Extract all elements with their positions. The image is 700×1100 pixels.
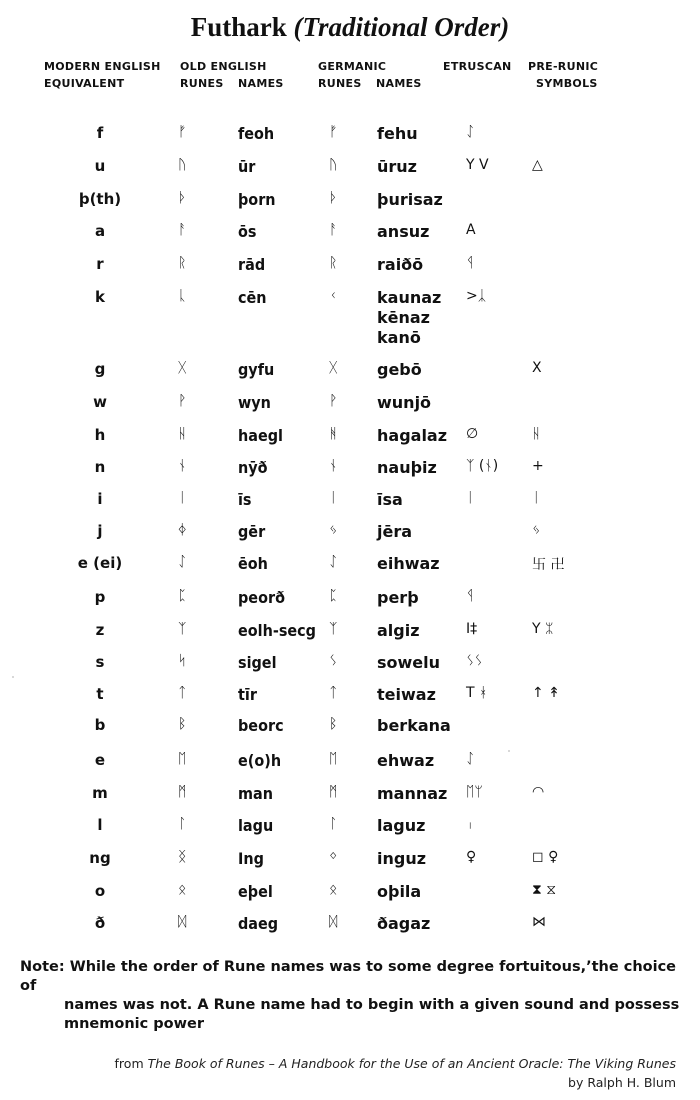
- germanic-name-line: sowelu: [377, 653, 441, 672]
- modern-equivalent: ð: [94, 914, 106, 932]
- old-english-name: nȳð: [238, 458, 268, 477]
- old-english-name: īs: [238, 490, 252, 509]
- germanic-rune: ᚷ: [329, 360, 338, 376]
- germanic-name: [377, 360, 422, 380]
- modern-equivalent: e (ei): [77, 554, 123, 572]
- old-english-rune: ᛇ: [178, 554, 187, 570]
- modern-equivalent: z: [95, 621, 105, 639]
- germanic-name-line: fehu: [377, 124, 418, 143]
- germanic-name-line: eihwaz: [377, 554, 440, 573]
- etruscan-symbol: ᛊᛊ: [466, 653, 483, 669]
- prerunic-symbol: △: [532, 157, 543, 173]
- source-citation: [115, 1054, 676, 1092]
- old-english-rune: ᚢ: [178, 157, 187, 173]
- etruscan-symbol: A: [466, 222, 476, 238]
- old-english-rune: ᚷ: [178, 360, 187, 376]
- germanic-name: [377, 222, 429, 242]
- header-etruscan: ETRUSCAN: [443, 60, 512, 73]
- etruscan-symbol: I‡: [466, 621, 478, 637]
- header-prerunic-line2: SYMBOLS: [536, 77, 598, 90]
- source-book-line: [115, 1054, 676, 1073]
- germanic-name-line: laguz: [377, 816, 426, 835]
- note: [20, 958, 680, 1034]
- prerunic-symbol: Y ᛯ: [532, 621, 554, 637]
- germanic-name-line: berkana: [377, 716, 451, 735]
- germanic-name: [377, 157, 417, 177]
- old-english-rune: ᛝ: [178, 849, 187, 865]
- old-english-rune: ᛁ: [178, 490, 187, 506]
- germanic-rune: ᚻ: [329, 426, 338, 442]
- germanic-rune: ᚠ: [329, 124, 338, 140]
- old-english-name: ōs: [238, 222, 257, 241]
- germanic-name: [377, 914, 430, 934]
- modern-equivalent: e: [94, 751, 106, 769]
- prerunic-symbol: ᛁ: [532, 490, 541, 506]
- modern-equivalent: j: [97, 522, 103, 540]
- modern-equivalent: u: [94, 157, 106, 175]
- prerunic-symbol: ◠: [532, 784, 545, 800]
- germanic-name-line: kanō: [377, 328, 421, 347]
- modern-equivalent: f: [96, 124, 104, 142]
- modern-equivalent: g: [94, 360, 106, 378]
- germanic-name-line: gebō: [377, 360, 422, 379]
- prerunic-symbol: 卐 卍: [532, 557, 565, 573]
- old-english-name: ūr: [238, 157, 256, 176]
- germanic-rune: ᚹ: [329, 393, 338, 409]
- germanic-rune: ᛊ: [329, 653, 338, 669]
- source-author: by Ralph H. Blum: [568, 1075, 676, 1090]
- etruscan-symbol: Y V: [466, 157, 489, 173]
- old-english-name: lagu: [238, 816, 274, 835]
- old-english-name: eþel: [238, 882, 273, 901]
- germanic-name: [377, 621, 420, 641]
- old-english-rune: ᚳ: [178, 288, 187, 304]
- old-english-rune: ᚾ: [178, 458, 187, 474]
- old-english-name: rād: [238, 255, 266, 274]
- germanic-name: [377, 751, 434, 771]
- prerunic-symbol: ᚺ: [532, 426, 541, 442]
- old-english-name: e(o)h: [238, 751, 282, 770]
- germanic-name-line: ehwaz: [377, 751, 435, 770]
- germanic-rune: ᚲ: [329, 288, 338, 304]
- header-modern-line1: MODERN ENGLISH: [44, 60, 161, 73]
- header-oe-runes: RUNES: [180, 77, 224, 90]
- old-english-name: tīr: [238, 685, 257, 704]
- modern-equivalent: k: [95, 288, 105, 306]
- scan-speck: [12, 676, 14, 678]
- title-italic: (Traditional Order): [293, 12, 510, 42]
- etruscan-symbol: T ᚼ: [466, 685, 488, 701]
- modern-equivalent: h: [94, 426, 106, 444]
- germanic-name: [377, 255, 423, 275]
- germanic-name: [377, 554, 440, 574]
- etruscan-symbol: ᛩ: [466, 588, 475, 604]
- prerunic-symbol: ⋈: [532, 914, 546, 930]
- germanic-name: [377, 124, 418, 144]
- old-english-rune: ᛈ: [178, 588, 187, 604]
- germanic-name-line: kēnaz: [377, 308, 430, 327]
- etruscan-symbol: ᛇ: [466, 124, 475, 140]
- prerunic-symbol: ◻ ♀: [532, 849, 559, 865]
- old-english-name: ēoh: [238, 554, 268, 573]
- modern-equivalent: ng: [89, 849, 111, 867]
- note-line2: names was not. A Rune name had to begin with a given sound and possess: [64, 997, 680, 1013]
- germanic-name-line: kaunaz: [377, 288, 442, 307]
- germanic-name-line: wunjō: [377, 393, 432, 412]
- old-english-rune: ᛟ: [178, 882, 187, 898]
- modern-equivalent: i: [97, 490, 103, 508]
- header-old-english: OLD ENGLISH: [180, 60, 267, 73]
- scan-speck: [508, 750, 510, 752]
- header-modern-line2: EQUIVALENT: [44, 77, 125, 90]
- modern-equivalent: m: [92, 784, 108, 802]
- germanic-name: [377, 685, 436, 705]
- etruscan-symbol: ᛉ (ᚾ): [466, 458, 499, 474]
- modern-equivalent: s: [95, 653, 105, 671]
- old-english-rune: ᚦ: [178, 190, 187, 206]
- header-ge-names: NAMES: [376, 77, 422, 90]
- header-prerunic-line1: PRE-RUNIC: [528, 60, 599, 73]
- germanic-name-line: algiz: [377, 621, 420, 640]
- germanic-name-line: þurisaz: [377, 190, 443, 209]
- note-line1: Note: While the order of Rune names was to some degree fortuitous,’the choice of: [20, 959, 677, 994]
- germanic-name: [377, 653, 440, 673]
- old-english-name: gēr: [238, 522, 266, 541]
- etruscan-symbol: ᛧ: [466, 816, 475, 832]
- germanic-name-line: īsa: [377, 490, 403, 509]
- germanic-name: [377, 816, 425, 836]
- germanic-name: [377, 490, 403, 510]
- old-english-name: cēn: [238, 288, 267, 307]
- germanic-rune: ᛃ: [329, 522, 338, 538]
- germanic-name-line: ansuz: [377, 222, 430, 241]
- modern-equivalent: p: [94, 588, 106, 606]
- prerunic-symbol: ᛃ: [532, 522, 541, 538]
- germanic-name: [377, 393, 431, 413]
- germanic-rune: ᛈ: [329, 588, 338, 604]
- note-line3: mnemonic power: [64, 1016, 204, 1032]
- old-english-name: wyn: [238, 393, 271, 412]
- germanic-name: [377, 882, 421, 902]
- etruscan-symbol: >ᛣ: [466, 288, 487, 304]
- old-english-rune: ᚱ: [178, 255, 187, 271]
- germanic-name: [377, 426, 447, 446]
- germanic-name-line: raiðō: [377, 255, 424, 274]
- germanic-rune: ᚱ: [329, 255, 338, 271]
- germanic-rune: ᛞ: [329, 914, 338, 930]
- etruscan-symbol: ♀: [466, 849, 477, 865]
- germanic-rune: ᚨ: [329, 222, 338, 238]
- germanic-rune: ᛚ: [329, 816, 338, 832]
- etruscan-symbol: ∅: [466, 426, 479, 442]
- germanic-name-line: nauþiz: [377, 458, 437, 477]
- old-english-name: gyfu: [238, 360, 275, 379]
- old-english-name: Ing: [238, 849, 264, 868]
- etruscan-symbol: ᛩ: [466, 255, 475, 271]
- germanic-rune: ᛉ: [329, 621, 338, 637]
- germanic-rune: ᛗ: [329, 784, 338, 800]
- old-english-name: haegl: [238, 426, 283, 445]
- old-english-name: daeg: [238, 914, 279, 933]
- germanic-name: [377, 522, 412, 542]
- old-english-name: peorð: [238, 588, 285, 607]
- old-english-rune: ᚹ: [178, 393, 187, 409]
- modern-equivalent: o: [94, 882, 106, 900]
- old-english-rune: ᛋ: [178, 653, 187, 669]
- modern-equivalent: r: [96, 255, 104, 273]
- germanic-name-line: oþila: [377, 882, 422, 901]
- old-english-name: feoh: [238, 124, 275, 143]
- modern-equivalent: a: [94, 222, 106, 240]
- germanic-name-line: ðagaz: [377, 914, 431, 933]
- germanic-name: [377, 849, 426, 869]
- old-english-rune: ᛗ: [178, 784, 187, 800]
- old-english-rune: ᚨ: [178, 222, 187, 238]
- prerunic-symbol: ↑ ↟: [532, 685, 560, 701]
- old-english-name: beorc: [238, 716, 284, 735]
- germanic-name: [377, 458, 437, 478]
- old-english-rune: ᚠ: [178, 124, 187, 140]
- old-english-name: sigel: [238, 653, 277, 672]
- old-english-rune: ᚺ: [178, 426, 187, 442]
- germanic-name-line: jēra: [377, 522, 413, 541]
- germanic-rune: ᛇ: [329, 554, 338, 570]
- header-oe-names: NAMES: [238, 77, 284, 90]
- modern-equivalent: l: [97, 816, 103, 834]
- old-english-rune: ᛄ: [178, 522, 187, 538]
- old-english-name: eolh-secg: [238, 621, 316, 640]
- prerunic-symbol: +: [532, 458, 544, 474]
- prerunic-symbol: X: [532, 360, 542, 376]
- germanic-rune: ᛜ: [329, 849, 338, 865]
- germanic-name: [377, 784, 447, 804]
- header-germanic: GERMANIC: [318, 60, 387, 73]
- etruscan-symbol: ᛁ: [466, 490, 475, 506]
- modern-equivalent: þ(th): [78, 190, 122, 208]
- title-main: Futhark: [190, 12, 287, 42]
- germanic-name-line: inguz: [377, 849, 427, 868]
- prerunic-symbol: ⧗ ⧖: [532, 882, 557, 898]
- germanic-name: [377, 288, 441, 348]
- germanic-name: [377, 190, 443, 210]
- germanic-name: [377, 588, 419, 608]
- modern-equivalent: w: [93, 393, 107, 411]
- old-english-rune: ᛖ: [178, 751, 187, 767]
- germanic-rune: ᛟ: [329, 882, 338, 898]
- old-english-rune: ᛞ: [178, 914, 187, 930]
- germanic-rune: ᛖ: [329, 751, 338, 767]
- etruscan-symbol: ᛇ: [466, 751, 475, 767]
- germanic-rune: ᚢ: [329, 157, 338, 173]
- modern-equivalent: b: [94, 716, 106, 734]
- old-english-name: man: [238, 784, 273, 803]
- germanic-name-line: perþ: [377, 588, 419, 607]
- germanic-rune: ᚦ: [329, 190, 338, 206]
- modern-equivalent: t: [96, 685, 104, 703]
- old-english-rune: ᛚ: [178, 816, 187, 832]
- old-english-rune: ᛒ: [178, 716, 187, 732]
- germanic-name-line: ūruz: [377, 157, 417, 176]
- etruscan-symbol: ᛖᛘ: [466, 784, 483, 800]
- germanic-rune: ᚾ: [329, 458, 338, 474]
- old-english-rune: ᛉ: [178, 621, 187, 637]
- germanic-name-line: teiwaz: [377, 685, 436, 704]
- modern-equivalent: n: [94, 458, 106, 476]
- germanic-rune: ᛏ: [329, 685, 338, 701]
- source-prefix: from: [114, 1056, 148, 1071]
- source-book: The Book of Runes – A Handbook for the Use of an Ancient Oracle: The Viking Runes: [147, 1056, 676, 1071]
- germanic-name-line: hagalaz: [377, 426, 448, 445]
- germanic-rune: ᛒ: [329, 716, 338, 732]
- germanic-rune: ᛁ: [329, 490, 338, 506]
- header-ge-runes: RUNES: [318, 77, 362, 90]
- old-english-rune: ᛏ: [178, 685, 187, 701]
- germanic-name-line: mannaz: [377, 784, 448, 803]
- germanic-name: [377, 716, 451, 736]
- old-english-name: þorn: [238, 190, 276, 209]
